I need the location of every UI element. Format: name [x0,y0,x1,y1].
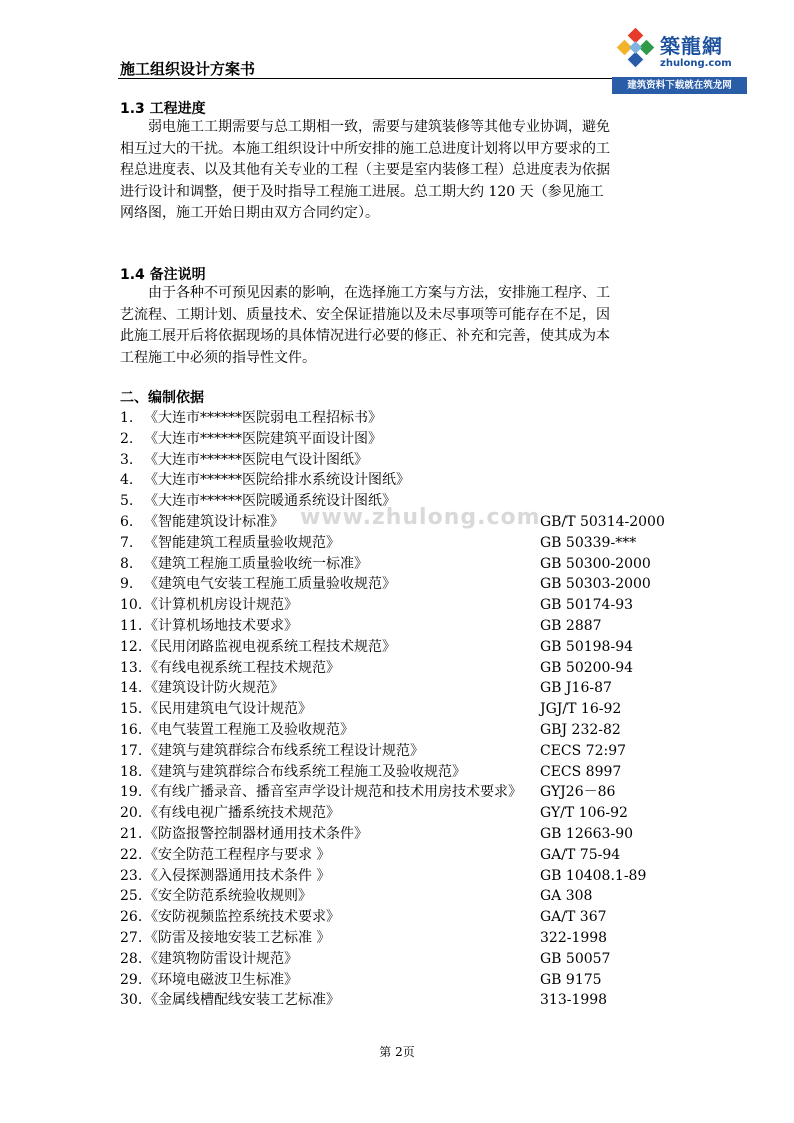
reference-list [120,408,680,1011]
reference-title: 《计算机机房设计规范》 [144,597,298,614]
reference-title: 《民用闭路监视电视系统工程技术规范》 [144,638,396,655]
reference-title: 《入侵探测器通用技术条件 》 [144,867,331,884]
reference-number: 29. [120,971,143,988]
reference-title: 《计算机场地技术要求》 [144,617,298,634]
reference-number: 2. [120,430,134,447]
reference-code: GB 50303-2000 [540,576,651,593]
reference-item [120,678,680,699]
paragraph-line: 工程施工中必须的指导性文件。 [120,349,316,366]
paragraph-line: 此施工展开后将依据现场的具体情况进行必要的修正、补充和完善，使其成为本 [120,328,610,344]
reference-code: GB 9175 [540,971,602,988]
reference-item [120,886,680,907]
page-number: 第 2页 [379,1045,415,1059]
reference-code: GA/T 367 [540,909,607,926]
reference-number: 25. [120,888,143,905]
reference-code: GB 50300-2000 [540,555,651,572]
reference-number: 30. [120,992,143,1009]
reference-item [120,574,680,595]
reference-code: GB 10408.1-89 [540,867,647,884]
reference-item [120,762,680,783]
reference-item [120,470,680,491]
reference-number: 21. [120,825,143,842]
reference-item [120,720,680,741]
reference-title: 《建筑设计防火规范》 [144,680,284,697]
reference-code: GB 2887 [540,617,602,634]
reference-title: 《智能建筑设计标准》 [144,513,284,530]
paragraph-progress [120,117,672,225]
reference-title: 《电气装置工程施工及验收规范》 [144,721,354,738]
reference-title: 《建筑工程施工质量验收统一标准》 [144,555,368,572]
reference-item [120,949,680,970]
reference-number: 10. [120,597,143,614]
reference-item [120,658,680,679]
reference-title: 《建筑与建筑群综合布线系统工程设计规范》 [144,742,424,759]
reference-code: 322-1998 [540,929,608,946]
reference-code: GB J16-87 [540,680,612,697]
paragraph-line: 由于各种不可预见因素的影响，在选择施工方案与方法，安排施工程序、工 [148,285,610,301]
reference-item [120,928,680,949]
reference-item [120,990,680,1011]
reference-number: 1. [120,410,134,426]
reference-code: GB 50200-94 [540,659,634,676]
section-heading-notes: 1.4 备注说明 [120,267,206,283]
section-heading-progress: 1.3 工程进度 [120,101,206,117]
reference-title: 《大连市******医院暖通系统设计图纸》 [144,493,396,510]
reference-title: 《有线电视广播系统技术规范》 [144,805,340,822]
reference-number: 12. [120,638,143,655]
reference-title: 《建筑电气安装工程施工质量验收规范》 [144,576,396,593]
reference-item [120,637,680,658]
reference-item [120,741,680,762]
paragraph-line: 网络图，施工开始日期由双方合同约定）。 [120,205,379,221]
reference-title: 《大连市******医院弱电工程招标书》 [144,410,382,426]
reference-code: GA 308 [540,888,593,905]
reference-code: GB 50198-94 [540,638,634,655]
reference-number: 15. [120,701,143,718]
reference-item [120,699,680,720]
header-divider [118,78,614,79]
watermark: www.zhulong.com [300,505,541,530]
reference-title: 《安防视频监控系统技术要求》 [144,909,340,926]
reference-item [120,824,680,845]
reference-code: GYJ26－86 [540,784,616,801]
reference-item [120,803,680,824]
reference-title: 《安全防范工程程序与要求 》 [144,846,331,863]
reference-code: CECS 8997 [540,763,622,780]
reference-number: 16. [120,721,143,738]
reference-item [120,616,680,637]
reference-code: GB/T 50314-2000 [540,513,665,530]
reference-title: 《大连市******医院建筑平面设计图》 [144,430,382,447]
reference-item [120,408,680,429]
reference-code: GB 50057 [540,950,611,967]
reference-number: 13. [120,659,143,676]
paragraph-line: 弱电施工工期需要与总工期相一致，需要与建筑装修等其他专业协调，避免 [148,119,610,135]
reference-title: 《智能建筑工程质量验收规范》 [144,534,340,551]
paragraph-line: 程总进度表、以及其他有关专业的工程（主要是室内装修工程）总进度表为依据 [120,162,610,178]
reference-number: 26. [120,909,143,926]
reference-item [120,845,680,866]
reference-code: GY/T 106-92 [540,805,628,822]
reference-item [120,533,680,554]
reference-code: GB 50339-*** [540,534,637,551]
reference-title: 《民用建筑电气设计规范》 [144,701,312,718]
section-heading-basis: 二、编制依据 [120,390,204,406]
reference-number: 18. [120,763,143,780]
reference-code: GB 12663-90 [540,825,634,842]
reference-item [120,450,680,471]
reference-title: 《金属线槽配线安装工艺标准》 [144,992,340,1009]
logo-url: zhulong.com [660,58,732,69]
zhulong-diamond-icon [614,28,658,74]
reference-item [120,866,680,887]
reference-title: 《有线电视系统工程技术规范》 [144,659,340,676]
reference-number: 14. [120,680,143,697]
reference-title: 《建筑与建筑群综合布线系统工程施工及验收规范》 [144,763,466,780]
reference-number: 22. [120,846,143,863]
reference-number: 27. [120,929,143,946]
reference-title: 《安全防范系统验收规则》 [144,888,312,905]
reference-number: 17. [120,742,143,759]
paragraph-line: 进行设计和调整，便于及时指导工程施工进展。总工期大约 120 天（参见施工 [120,183,604,200]
reference-title: 《防雷及接地安装工艺标准 》 [144,929,331,946]
reference-title: 《建筑物防雷设计规范》 [144,950,298,967]
reference-code: JGJ/T 16-92 [540,701,622,718]
reference-code: 313-1998 [540,992,608,1009]
reference-number: 9. [120,576,134,593]
reference-title: 《环境电磁波卫生标准》 [144,971,298,988]
reference-title: 《有线广播录音、播音室声学设计规范和技术用房技术要求》 [144,784,522,801]
reference-number: 6. [120,513,134,530]
reference-number: 28. [120,950,143,967]
reference-number: 19. [120,784,143,801]
reference-item [120,907,680,928]
reference-code: GA/T 75-94 [540,846,621,863]
reference-code: GB 50174-93 [540,597,634,614]
logo-tagline: 建筑资料下载就在筑龙网 [612,77,747,94]
reference-number: 5. [120,493,134,510]
paragraph-line: 艺流程、工期计划、质量技术、安全保证措施以及未尽事项等可能存在不足，因 [120,306,610,323]
reference-number: 11. [120,617,143,634]
reference-item [120,554,680,575]
reference-item [120,970,680,991]
reference-item [120,595,680,616]
reference-number: 20. [120,805,143,822]
paragraph-notes [120,283,672,369]
paragraph-line: 相互过大的干扰。本施工组织设计中所安排的施工总进度计划将以甲方要求的工 [120,140,610,157]
reference-number: 7. [120,534,134,551]
reference-number: 3. [120,451,134,468]
logo-name: 築龍網 [660,34,723,58]
reference-title: 《防盗报警控制器材通用技术条件》 [144,825,368,842]
reference-item [120,429,680,450]
zhulong-logo [612,26,747,94]
reference-number: 4. [120,472,134,489]
reference-number: 23. [120,867,143,884]
reference-title: 《大连市******医院电气设计图纸》 [144,451,368,468]
document-header-title: 施工组织设计方案书 [120,60,256,78]
reference-item [120,782,680,803]
reference-code: CECS 72:97 [540,742,627,759]
reference-code: GBJ 232-82 [540,721,621,738]
reference-number: 8. [120,555,134,572]
reference-title: 《大连市******医院给排水系统设计图纸》 [144,472,410,489]
